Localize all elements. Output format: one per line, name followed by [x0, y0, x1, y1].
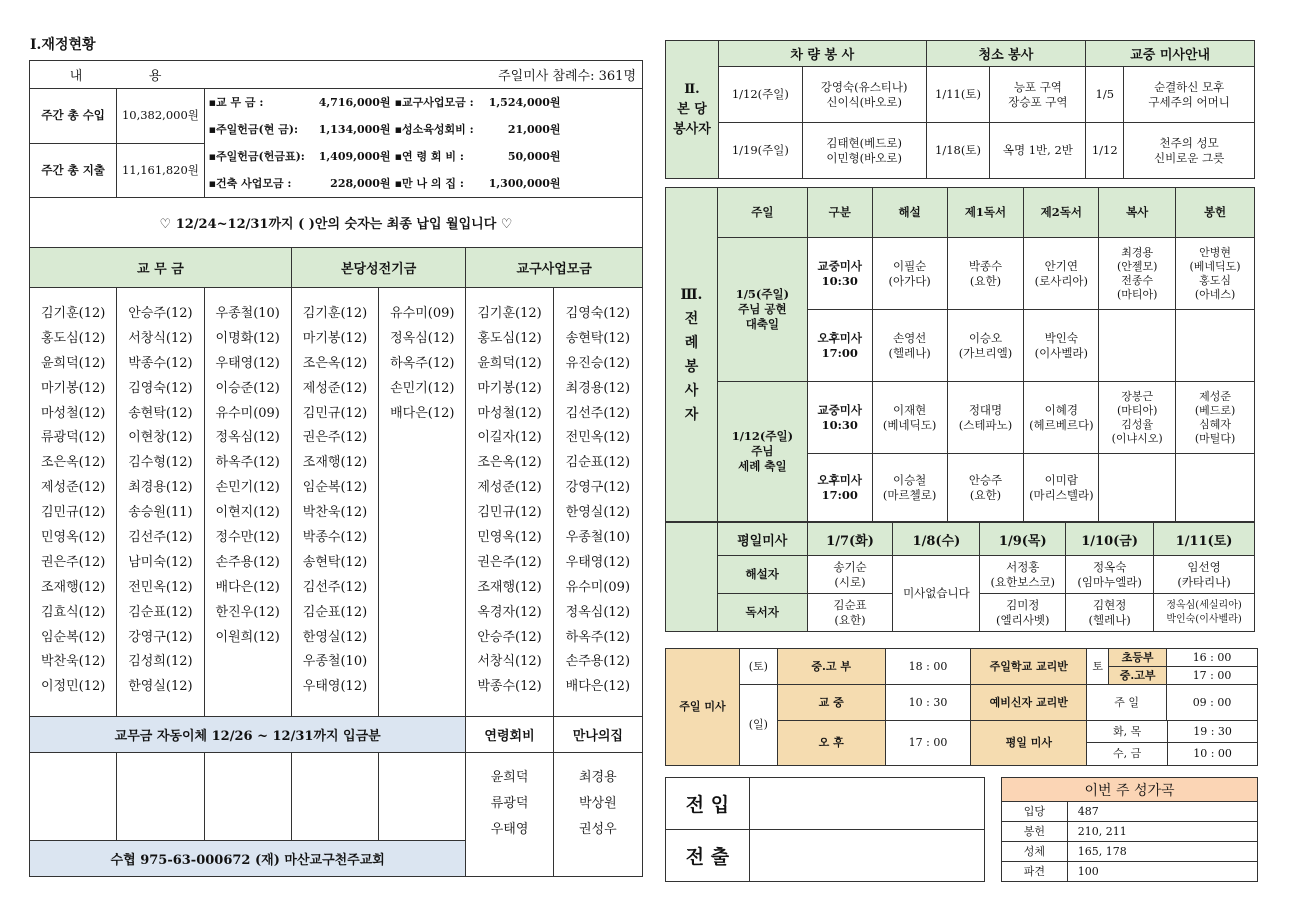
- hymn-label: 파견: [1002, 862, 1068, 882]
- name-entry: 민영옥(12): [477, 530, 542, 546]
- schedule-mass-time: 10 : 30: [885, 685, 971, 721]
- offertory: 제성준 (베드로) 심혜자 (마틸다): [1176, 382, 1255, 454]
- name-entry: 전민옥(12): [128, 579, 193, 595]
- finance-section-title: Ⅰ.재정현황: [30, 37, 96, 53]
- name-entry: 류광덕(12): [40, 430, 106, 446]
- weekday-commentator: 서정홍 (요한보스코): [980, 556, 1066, 594]
- content-header-left: 내: [69, 69, 83, 84]
- hymn-number: 165, 178: [1067, 842, 1257, 862]
- school-day: 토: [1087, 649, 1109, 685]
- name-entry: 이승준(12): [215, 380, 280, 396]
- weekday-mass-label: 평일 미사: [971, 721, 1087, 766]
- attendance: 주일미사 참례수: 361명: [498, 69, 636, 84]
- car-date: 1/19(주일): [718, 123, 802, 179]
- notice: ♡ 12/24~12/31까지 ( )안의 숫자는 최종 납입 월입니다 ♡: [30, 198, 643, 248]
- offertory: [1176, 454, 1255, 522]
- header-server: 복사: [1099, 188, 1176, 238]
- header-mass-guide: 교중 미사안내: [1086, 41, 1255, 67]
- catechumen-day: 주 일: [1087, 685, 1167, 721]
- name-entry: 우종철(10): [302, 654, 368, 670]
- item-value: 1,134,000원: [318, 123, 391, 136]
- commentator: 이승철 (마르첼로): [872, 454, 947, 522]
- name-entry: 이명화(12): [215, 330, 280, 346]
- header-type: 구분: [807, 188, 872, 238]
- expense-label: 주간 총 지출: [30, 143, 117, 198]
- name-entry: 박상원: [579, 796, 617, 811]
- altar-server: [1099, 454, 1176, 522]
- schedule-mass-time: 17 : 00: [885, 721, 971, 766]
- name-entry: 박종수(12): [128, 355, 193, 371]
- name-entry: 우태영(12): [215, 355, 280, 371]
- weekday-reader: 김미정 (엘리사벳): [980, 594, 1066, 632]
- name-entry: 김영숙(12): [128, 380, 193, 396]
- item-value: 4,716,000원: [318, 96, 391, 109]
- weekday-days: 화, 목: [1087, 721, 1168, 742]
- name-entry: 홍도심(12): [40, 330, 106, 346]
- name-entry: 유진승(12): [565, 355, 631, 371]
- name-entry: 김기훈(12): [302, 306, 368, 321]
- weekday-commentator: 정옥숙 (임마누엘라): [1066, 556, 1154, 594]
- name-entry: 우종철(10): [215, 306, 280, 321]
- name-entry: 김성희(12): [128, 654, 193, 670]
- reader-2: 박인숙 (이사벨라): [1024, 310, 1099, 382]
- reader-1: 안승주 (요한): [947, 454, 1024, 522]
- name-entry: 김영숙(12): [565, 306, 631, 321]
- item-value: 1,524,000원: [488, 96, 561, 109]
- name-entry: 임순복(12): [40, 629, 106, 645]
- weekday-reader: 정옥심(세실리아) 박인숙(이사벨라): [1154, 594, 1255, 632]
- name-entry: 김순표(12): [128, 604, 193, 620]
- name-entry: 강영구(12): [565, 480, 631, 496]
- clean-date: 1/11(토): [926, 67, 990, 123]
- sunday-school-label: 주일학교 교리반: [971, 649, 1087, 685]
- names-col-1: [30, 288, 117, 717]
- name-entry: 유수미(09): [215, 405, 280, 421]
- altar-server: 장봉근 (마티아) 김성율 (이냐시오): [1099, 382, 1176, 454]
- name-entry: 조은옥(12): [40, 455, 106, 471]
- catechumen-time: 09 : 00: [1167, 685, 1258, 721]
- finance-items: [205, 89, 642, 197]
- weekday-date: 1/9(목): [980, 523, 1066, 556]
- day-epiphany: 1/5(주일) 주님 공현 대축일: [717, 238, 807, 382]
- name-entry: 제성준(12): [302, 380, 368, 396]
- name-entry: 윤희덕(12): [477, 355, 542, 371]
- name-entry: 홍도심(12): [477, 330, 542, 346]
- finance-table: [29, 60, 643, 877]
- names-col-6: [466, 288, 553, 717]
- name-entry: 최경용: [579, 770, 617, 785]
- name-entry: 송현탁(12): [565, 330, 631, 346]
- income-label: 주간 총 수입: [30, 89, 117, 144]
- altar-server: 최경용 (안젤모) 전종수 (마티아): [1099, 238, 1176, 310]
- name-entry: 마성철(12): [477, 405, 542, 421]
- name-entry: 손주용(12): [215, 554, 280, 570]
- hymn-label: 입당: [1002, 802, 1068, 822]
- sunday-mass-label: 주일 미사: [666, 649, 740, 766]
- name-entry: 우태영: [490, 822, 529, 837]
- school-group: 초등부: [1109, 649, 1167, 667]
- item-label: ▪성소육성회비 :: [394, 123, 474, 136]
- hymn-label: 봉헌: [1002, 822, 1068, 842]
- header-clean: 청소 봉사: [926, 41, 1086, 67]
- name-entry: 서창식(12): [128, 330, 193, 346]
- reader-1: 이승오 (가브리엘): [947, 310, 1024, 382]
- commentator: 이필순 (아가다): [872, 238, 947, 310]
- no-mass: 미사없습니다: [893, 556, 980, 632]
- reader-label: 독서자: [717, 594, 807, 632]
- name-entry: 안승주(12): [128, 306, 193, 321]
- name-entry: 손민기(12): [215, 480, 280, 496]
- reader-1: 정대명 (스테파노): [947, 382, 1024, 454]
- catechumen-label: 예비신자 교리반: [971, 685, 1087, 721]
- name-entry: 윤희덕(12): [40, 355, 106, 371]
- transfer-in-label: 전 입: [666, 778, 750, 830]
- name-entry: 최경용(12): [565, 380, 631, 396]
- name-entry: 조재행(12): [477, 579, 542, 595]
- names-col-5: [379, 288, 466, 717]
- item-value: 1,300,000원: [488, 177, 561, 190]
- name-entry: 김선주(12): [565, 405, 631, 421]
- header-bondang: 본당성전기금: [291, 248, 466, 288]
- mass-type: 오후미사 17:00: [807, 310, 872, 382]
- name-entry: 송현탁(12): [128, 405, 193, 421]
- altar-server: [1099, 310, 1176, 382]
- item-label: ▪주일헌금(현 금):: [208, 123, 299, 136]
- content-header-right: 용: [148, 69, 162, 84]
- name-entry: 정옥심(12): [390, 330, 455, 346]
- school-time: 16 : 00: [1167, 649, 1258, 667]
- name-entry: 정수만(12): [215, 530, 280, 546]
- weekday-date: 1/8(수): [893, 523, 980, 556]
- mass-type: 오후미사 17:00: [807, 454, 872, 522]
- day-baptism: 1/12(주일) 주님 세례 축일: [717, 382, 807, 522]
- commentator: 손영선 (헬레나): [872, 310, 947, 382]
- names-col-3: [204, 288, 291, 717]
- weekday-mass-table: [665, 522, 1255, 632]
- liturgy-table: [665, 187, 1255, 522]
- header-yeonryeong: 연령회비: [466, 717, 553, 753]
- name-entry: 옥경자(12): [477, 604, 542, 620]
- name-entry: 마기봉(12): [40, 380, 106, 396]
- name-entry: 정옥심(12): [565, 604, 631, 620]
- name-entry: 김민규(12): [40, 505, 106, 521]
- hymn-number: 210, 211: [1067, 822, 1257, 842]
- weekday-label: 평일미사: [717, 523, 807, 556]
- name-entry: 마성철(12): [40, 405, 106, 421]
- name-entry: 마기봉(12): [477, 380, 542, 396]
- hymn-label: 성체: [1002, 842, 1068, 862]
- weekday-time: 10 : 00: [1193, 747, 1232, 760]
- name-entry: 손주용(12): [565, 654, 631, 670]
- manna-list: [553, 753, 642, 877]
- name-entry: 이현지(12): [215, 505, 280, 521]
- name-entry: 배다은(12): [390, 405, 455, 421]
- reader-2: 안기연 (로사리아): [1024, 238, 1099, 310]
- name-entry: 우종철(10): [565, 530, 631, 546]
- header-day: 주일: [717, 188, 807, 238]
- name-entry: 정옥심(12): [215, 430, 280, 446]
- name-entry: 송현탁(12): [302, 554, 368, 570]
- name-entry: 한영실(12): [128, 679, 193, 695]
- name-entry: 하옥주(12): [390, 355, 455, 371]
- name-entry: 박찬욱(12): [40, 654, 106, 670]
- name-entry: 권은주(12): [477, 554, 542, 570]
- weekday-time: 19 : 30: [1193, 725, 1232, 738]
- name-entry: 하옥주(12): [565, 629, 631, 645]
- name-entry: 하옥주(12): [215, 455, 280, 471]
- name-entry: 한영실(12): [302, 629, 368, 645]
- reader-2: 이미람 (마리스텔라): [1024, 454, 1099, 522]
- weekday-reader: 김순표 (요한): [807, 594, 893, 632]
- header-car: 차 량 봉 사: [718, 41, 926, 67]
- name-entry: 제성준(12): [477, 480, 542, 496]
- header-gyomu: 교 무 금: [30, 248, 292, 288]
- name-entry: 유수미(09): [390, 306, 455, 321]
- liturgy-title: Ⅲ. 전 례 봉 사 자: [666, 188, 718, 522]
- name-entry: 안승주(12): [477, 629, 542, 645]
- name-entry: 남미숙(12): [128, 554, 193, 570]
- expense-value: 11,161,820원: [117, 143, 204, 198]
- name-entry: 최경용(12): [128, 480, 193, 496]
- name-entry: 권은주(12): [302, 430, 368, 446]
- name-entry: 김선주(12): [128, 530, 193, 546]
- name-entry: 배다은(12): [565, 679, 631, 695]
- sunday-label: (일): [739, 685, 777, 766]
- transfer-out-label: 전 출: [666, 830, 750, 882]
- schedule-mass-name: 중.고 부: [777, 649, 885, 685]
- name-entry: 제성준(12): [40, 480, 106, 496]
- mass-schedule-table: [665, 648, 1258, 766]
- mass-type: 교중미사 10:30: [807, 382, 872, 454]
- item-value: 228,000원: [330, 177, 391, 190]
- name-entry: 김순표(12): [565, 455, 631, 471]
- item-label: ▪교 무 금 :: [208, 96, 264, 109]
- car-date: 1/12(주일): [718, 67, 802, 123]
- name-entry: 김효식(12): [40, 604, 106, 620]
- name-entry: 김선주(12): [302, 579, 368, 595]
- name-entry: 임순복(12): [302, 480, 368, 496]
- hymn-number: 100: [1067, 862, 1257, 882]
- auto-transfer-header: 교무금 자동이체 12/26 ~ 12/31까지 입금분: [30, 717, 466, 753]
- car-names: 강영숙(유스티나) 신이식(바오로): [802, 67, 926, 123]
- volunteers-title: Ⅱ. 본 당 봉사자: [666, 41, 719, 179]
- name-entry: 권은주(12): [40, 554, 106, 570]
- name-entry: 조은옥(12): [477, 455, 542, 471]
- weekday-days: 수, 금: [1087, 743, 1168, 765]
- name-entry: 유수미(09): [565, 579, 631, 595]
- name-entry: 이정민(12): [40, 679, 106, 695]
- name-entry: 류광덕: [490, 796, 529, 811]
- clean-area: 능포 구역 장승포 구역: [990, 67, 1086, 123]
- reader-2: 이혜경 (헤르베르다): [1024, 382, 1099, 454]
- name-entry: 권성우: [579, 822, 617, 837]
- volunteers-table: [665, 40, 1255, 179]
- header-offertory: 봉헌: [1176, 188, 1255, 238]
- reader-1: 박종수 (요한): [947, 238, 1024, 310]
- saturday-label: (토): [739, 649, 777, 685]
- name-entry: 한진우(12): [215, 604, 280, 620]
- name-entry: 이원희(12): [215, 629, 280, 645]
- name-entry: 이길자(12): [477, 430, 542, 446]
- item-label: ▪건축 사업모금 :: [208, 177, 292, 190]
- mass-intent: 천주의 성모 신비로운 그릇: [1124, 123, 1255, 179]
- commentator: 이재현 (베네딕도): [872, 382, 947, 454]
- name-entry: 손민기(12): [390, 380, 455, 396]
- item-label: ▪주일헌금(헌금표):: [208, 150, 305, 163]
- name-entry: 마기봉(12): [302, 330, 368, 346]
- name-entry: 이현창(12): [128, 430, 193, 446]
- weekday-reader: 김현정 (헬레나): [1066, 594, 1154, 632]
- name-entry: 김기훈(12): [40, 306, 106, 321]
- offertory: 안병현 (베네딕도) 홍도심 (아네스): [1176, 238, 1255, 310]
- hymns-title: 이번 주 성가곡: [1002, 778, 1258, 802]
- header-gyogu: 교구사업모금: [466, 248, 643, 288]
- names-col-2: [117, 288, 204, 717]
- name-entry: 박종수(12): [477, 679, 542, 695]
- name-entry: 서창식(12): [477, 654, 542, 670]
- header-reading2: 제2독서: [1024, 188, 1099, 238]
- clean-area: 옥명 1반, 2반: [990, 123, 1086, 179]
- item-label: ▪만 나 의 집 :: [394, 177, 464, 190]
- commentator-label: 해설자: [717, 556, 807, 594]
- yeonryeong-list: [466, 753, 553, 877]
- account-info: 수협 975-63-000672 (재) 마산교구천주교회: [30, 841, 466, 877]
- name-entry: 김기훈(12): [477, 306, 542, 321]
- item-value: 21,000원: [507, 123, 561, 136]
- hymn-number: 487: [1067, 802, 1257, 822]
- names-col-4: [291, 288, 378, 717]
- weekday-date: 1/7(화): [807, 523, 893, 556]
- income-value: 10,382,000원: [117, 89, 204, 144]
- header-reading1: 제1독서: [947, 188, 1024, 238]
- mass-date: 1/12: [1086, 123, 1124, 179]
- item-label: ▪교구사업모금 :: [394, 96, 474, 109]
- school-time: 17 : 00: [1167, 667, 1258, 685]
- name-entry: 조은옥(12): [302, 355, 368, 371]
- names-col-7: [553, 288, 642, 717]
- hymns-table: [1001, 777, 1258, 882]
- name-entry: 전민옥(12): [565, 430, 631, 446]
- name-entry: 민영옥(12): [40, 530, 106, 546]
- weekday-commentator: 임선영 (카타리나): [1154, 556, 1255, 594]
- name-entry: 강영구(12): [128, 629, 193, 645]
- name-entry: 김민규(12): [477, 505, 542, 521]
- mass-type: 교중미사 10:30: [807, 238, 872, 310]
- name-entry: 배다은(12): [215, 579, 280, 595]
- mass-intent: 순결하신 모후 구세주의 어머니: [1124, 67, 1255, 123]
- item-value: 1,409,000원: [318, 150, 391, 163]
- transfer-table: [665, 777, 985, 882]
- item-label: ▪연 령 회 비 :: [394, 150, 464, 163]
- name-entry: 한영실(12): [565, 505, 631, 521]
- header-manna: 만나의집: [553, 717, 642, 753]
- car-names: 김태현(베드로) 이민형(바오로): [802, 123, 926, 179]
- item-value: 50,000원: [507, 150, 561, 163]
- mass-date: 1/5: [1086, 67, 1124, 123]
- schedule-mass-name: 교 중: [777, 685, 885, 721]
- clean-date: 1/18(토): [926, 123, 990, 179]
- name-entry: 박종수(12): [302, 530, 368, 546]
- weekday-date: 1/11(토): [1154, 523, 1255, 556]
- name-entry: 김순표(12): [302, 604, 368, 620]
- weekday-date: 1/10(금): [1066, 523, 1154, 556]
- name-entry: 조재행(12): [302, 455, 368, 471]
- offertory: [1176, 310, 1255, 382]
- name-entry: 조재행(12): [40, 579, 106, 595]
- name-entry: 송승원(11): [128, 505, 193, 521]
- weekday-commentator: 송기순 (시로): [807, 556, 893, 594]
- name-entry: 김민규(12): [302, 405, 368, 421]
- schedule-mass-time: 18 : 00: [885, 649, 971, 685]
- name-entry: 박찬욱(12): [302, 505, 368, 521]
- schedule-mass-name: 오 후: [777, 721, 885, 766]
- header-commentary: 해설: [872, 188, 947, 238]
- name-entry: 우태영(12): [302, 679, 368, 695]
- name-entry: 김수형(12): [128, 455, 193, 471]
- school-group: 중.고부: [1109, 667, 1167, 685]
- name-entry: 우태영(12): [565, 554, 631, 570]
- name-entry: 윤희덕: [490, 770, 529, 785]
